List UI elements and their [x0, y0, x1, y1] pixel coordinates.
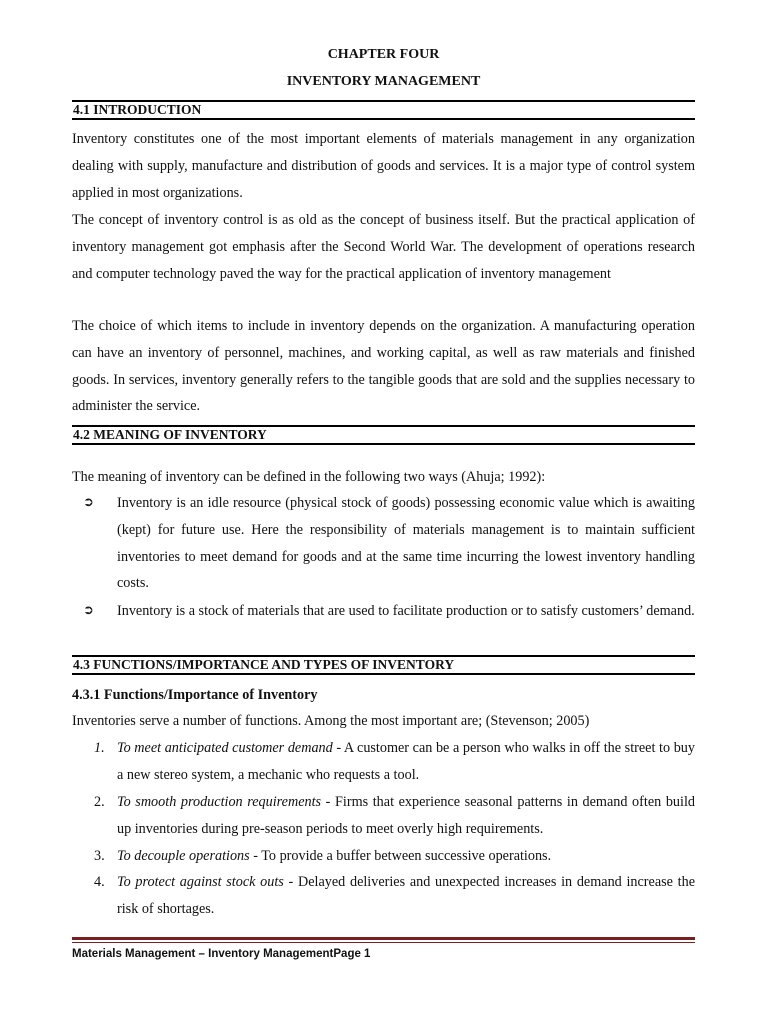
list-number: 1.: [94, 740, 105, 756]
item-text: - A customer can be a person who walks in off the street to buy a new stereo system, a mechanic who requests a tool.: [117, 740, 695, 783]
item-text: - Firms that experience seasonal patterns in demand often build up inventories during pre-season periods to meet overly high requirements.: [117, 794, 695, 837]
section-heading-label: 4.3 FUNCTIONS/IMPORTANCE AND TYPES OF INVENTORY: [73, 657, 455, 672]
item-title: To smooth production requirements: [117, 794, 322, 810]
footer-rule-thin: [72, 942, 695, 943]
item-title: To protect against stock outs: [117, 874, 284, 890]
item-title: To meet anticipated customer demand: [117, 740, 333, 756]
list-item: [72, 789, 695, 843]
arrow-bullet-icon: ➲: [83, 495, 94, 510]
list-number: 4.: [94, 874, 105, 890]
intro-paragraph: The concept of inventory control is as old as the concept of business itself. But the practical application of inventory management got emphasis after the Second World War. The development of operations research and computer technology paved the way for the practical application of inventory management: [72, 212, 695, 282]
functions-lead: Inventories serve a number of functions. Among the most important are; (Stevenson; 2005): [72, 713, 590, 729]
page-footer: Materials Management – Inventory ManagementPage 1: [72, 948, 371, 960]
list-number: 3.: [94, 848, 105, 864]
subsection-heading: 4.3.1 Functions/Importance of Inventory: [72, 687, 318, 703]
meaning-lead: The meaning of inventory can be defined in the following two ways (Ahuja; 1992):: [72, 469, 546, 485]
list-item: [72, 490, 695, 597]
chapter-number: CHAPTER FOUR: [327, 47, 440, 62]
intro-paragraph: Inventory constitutes one of the most important elements of materials management in any organization dealing with supply, manufacture and distribution of goods and services. It is a major type of control system applied in most organizations.: [72, 131, 695, 201]
list-number: 2.: [94, 794, 105, 810]
section-heading-meaning: [72, 425, 695, 445]
footer-rule-thick: [72, 937, 695, 940]
list-item: [72, 735, 695, 789]
section-heading-label: 4.1 INTRODUCTION: [73, 102, 202, 117]
bullet-text: Inventory is a stock of materials that are used to facilitate production or to satisfy customers’ demand.: [117, 603, 695, 619]
item-title: To decouple operations: [117, 848, 250, 864]
bullet-text: Inventory is an idle resource (physical stock of goods) possessing economic value which is awaiting (kept) for future use. Here the responsibility of materials management is to maintain sufficient inventories to meet demand for goods and at the same time incurring the lowest inventory handling costs.: [117, 495, 695, 592]
section-heading-functions: [72, 655, 695, 675]
list-item: [72, 598, 695, 625]
intro-paragraph: The choice of which items to include in inventory depends on the organization. A manufacturing operation can have an inventory of personnel, machines, and working capital, as well as raw materials and finished goods. In services, inventory generally refers to the tangible goods that are sold and the supplies necessary to administer the service.: [72, 318, 695, 415]
list-item: [72, 869, 695, 923]
chapter-title: INVENTORY MANAGEMENT: [286, 74, 481, 89]
list-item: [72, 843, 695, 870]
document-page: [72, 0, 695, 1024]
section-heading-introduction: [72, 100, 695, 120]
arrow-bullet-icon: ➲: [83, 603, 94, 618]
item-text: - To provide a buffer between successive operations.: [249, 848, 552, 864]
item-text: - Delayed deliveries and unexpected increases in demand increase the risk of shortages.: [117, 874, 695, 917]
section-heading-label: 4.2 MEANING OF INVENTORY: [73, 427, 267, 442]
